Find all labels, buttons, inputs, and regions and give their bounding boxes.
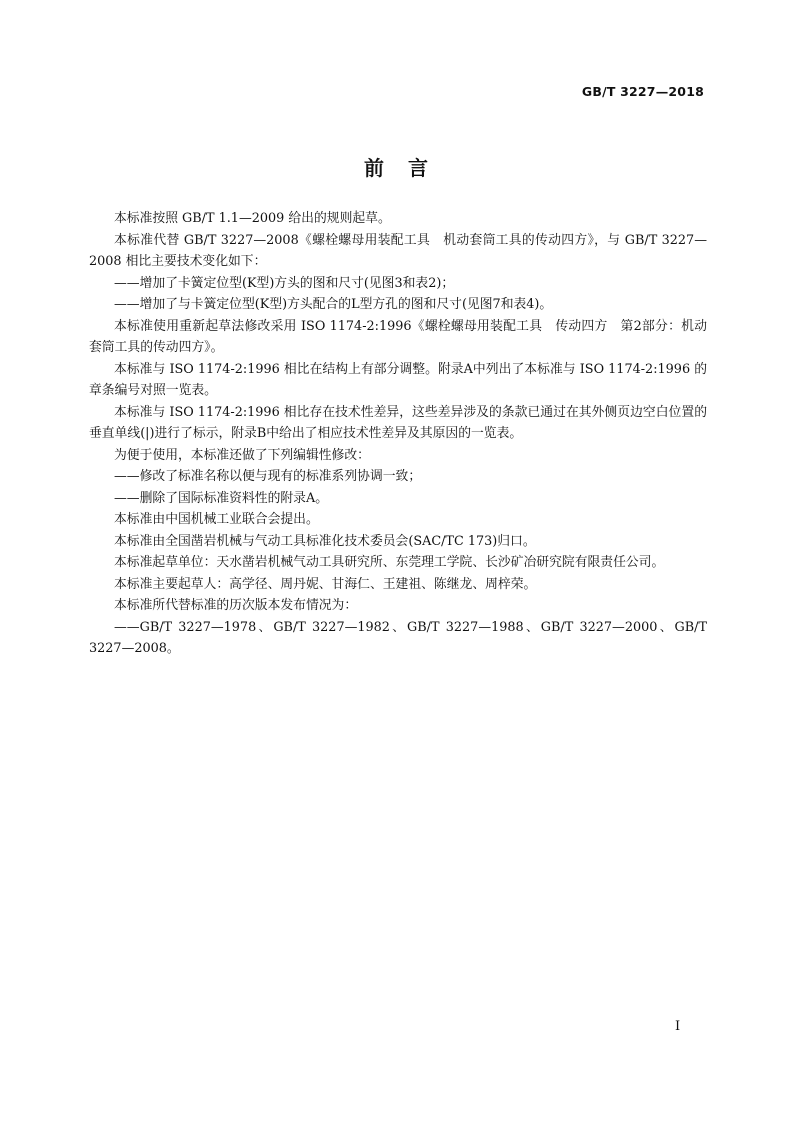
paragraph-editorial-intro: 为便于使用，本标准还做了下列编辑性修改： bbox=[114, 447, 370, 463]
paragraph-drafting-rules: 本标准按照 GB/T 1.1—2009 给出的规则起草。 bbox=[114, 211, 391, 226]
page-title: 前 言 bbox=[364, 156, 430, 180]
paragraph-technical-differences: 本标准与 ISO 1174-2:1996 相比存在技术性差异，这些差异涉及的条款已通过在其外侧页边空白位置的垂直单线(|)进行了标示，附录B中给出了相应技术性差异及其原因的一览表。 bbox=[89, 404, 707, 441]
paragraph-structure: 本标准与 ISO 1174-2:1996 相比在结构上有部分调整。附录A中列出了本标准与 ISO 1174-2:1996 的章条编号对照一览表。 bbox=[89, 361, 707, 398]
list-item-editorial-2: ——删除了国际标准资料性的附录A。 bbox=[114, 490, 328, 506]
paragraph-replaces: 本标准代替 GB/T 3227—2008《螺栓螺母用装配工具 机动套筒工具的传动四方》，与 GB/T 3227—2008 相比主要技术变化如下： bbox=[89, 232, 707, 269]
paragraph-iso-adoption: 本标准使用重新起草法修改采用 ISO 1174-2:1996《螺栓螺母用装配工具 传动四方 第2部分：机动套筒工具的传动四方》。 bbox=[89, 318, 707, 355]
paragraph-history-intro: 本标准所代替标准的历次版本发布情况为： bbox=[114, 598, 358, 613]
list-item-editorial-1: ——修改了标准名称以便与现有的标准系列协调一致； bbox=[114, 469, 422, 484]
paragraph-drafters: 本标准主要起草人：高学径、周丹妮、甘海仁、王建祖、陈继龙、周梓荣。 bbox=[114, 576, 537, 592]
page-number: I bbox=[675, 1019, 681, 1034]
list-item-change-1: ——增加了卡簧定位型(K型)方头的图和尺寸(见图3和表2)； bbox=[114, 275, 455, 291]
standard-code: GB/T 3227—2018 bbox=[581, 84, 704, 99]
list-item-history: ——GB/T 3227—1978、GB/T 3227—1982、GB/T 3227—1988、GB/T 3227—2000、GB/T 3227—2008。 bbox=[89, 619, 707, 656]
paragraph-administered-by: 本标准由全国凿岩机械与气动工具标准化技术委员会(SAC/TC 173)归口。 bbox=[114, 533, 536, 549]
list-item-change-2: ——增加了与卡簧定位型(K型)方头配合的L型方孔的图和尺寸(见图7和表4)。 bbox=[114, 297, 553, 312]
paragraph-proposed-by: 本标准由中国机械工业联合会提出。 bbox=[114, 512, 319, 527]
foreword-body bbox=[89, 208, 707, 660]
paragraph-drafting-units: 本标准起草单位：天水凿岩机械气动工具研究所、东莞理工学院、长沙矿冶研究院有限责任公司。 bbox=[114, 555, 665, 570]
